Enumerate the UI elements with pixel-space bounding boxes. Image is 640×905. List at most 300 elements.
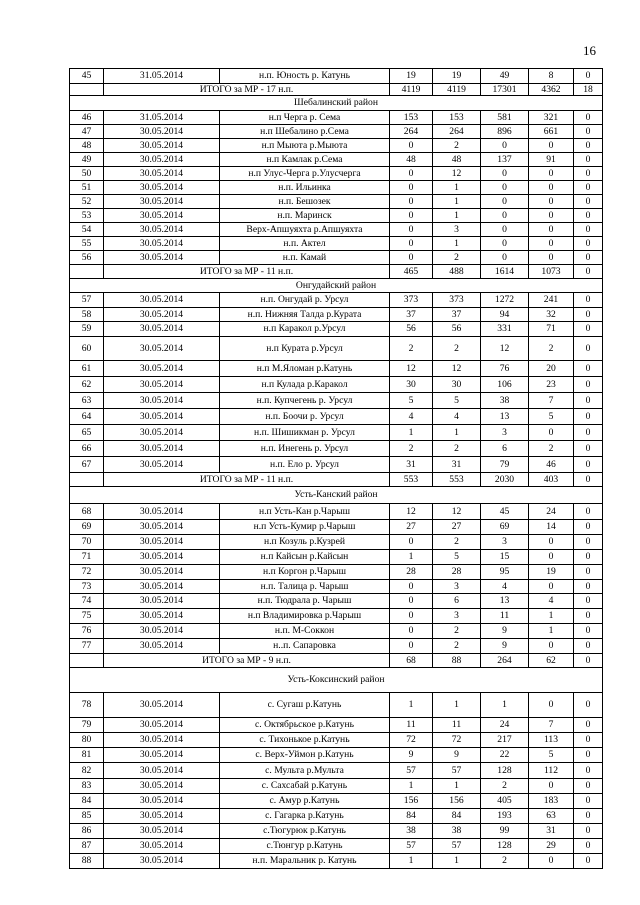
value-cell-5: 0 <box>574 693 603 718</box>
value-cell-3: 264 <box>481 654 529 668</box>
value-cell-2: 37 <box>433 308 481 322</box>
value-cell-2: 2 <box>433 251 481 265</box>
value-cell-5: 0 <box>574 125 603 139</box>
date-cell: 30.05.2014 <box>104 377 220 393</box>
table-row <box>70 181 603 195</box>
value-cell-1: 0 <box>390 167 433 181</box>
value-cell-3: 2 <box>481 854 529 869</box>
value-cell-4: 1 <box>529 624 574 639</box>
date-cell: 30.05.2014 <box>104 125 220 139</box>
value-cell-2: 264 <box>433 125 481 139</box>
value-cell-5: 0 <box>574 293 603 308</box>
date-cell: 30.05.2014 <box>104 609 220 624</box>
settlement-name-cell: н.п. Купчегень р. Урсул <box>220 393 390 409</box>
value-cell-5: 0 <box>574 580 603 594</box>
table-row <box>70 69 603 84</box>
row-number-cell: 45 <box>70 69 104 84</box>
value-cell-1: 0 <box>390 251 433 265</box>
value-cell-2: 553 <box>433 473 481 487</box>
value-cell-2: 72 <box>433 733 481 748</box>
value-cell-2: 3 <box>433 609 481 624</box>
value-cell-2: 5 <box>433 393 481 409</box>
value-cell-3: 6 <box>481 441 529 457</box>
row-number-cell: 59 <box>70 322 104 337</box>
value-cell-4: 62 <box>529 654 574 668</box>
value-cell-2: 1 <box>433 237 481 251</box>
settlement-name-cell: н.п Черга р. Сема <box>220 111 390 125</box>
date-cell: 30.05.2014 <box>104 565 220 580</box>
value-cell-5: 0 <box>574 361 603 377</box>
value-cell-5: 0 <box>574 457 603 473</box>
date-cell: 30.05.2014 <box>104 733 220 748</box>
settlement-name-cell: н.п. Шишикман р. Урсул <box>220 425 390 441</box>
value-cell-1: 1 <box>390 779 433 794</box>
table-row <box>70 748 603 763</box>
value-cell-1: 2 <box>390 441 433 457</box>
settlement-name-cell: н.п М.Яломан р.Катунь <box>220 361 390 377</box>
district-name: Усть-Коксинский район <box>70 668 603 693</box>
value-cell-4: 20 <box>529 361 574 377</box>
row-number-cell: 72 <box>70 565 104 580</box>
value-cell-4: 0 <box>529 195 574 209</box>
value-cell-3: 45 <box>481 504 529 520</box>
value-cell-4: 24 <box>529 504 574 520</box>
value-cell-5: 0 <box>574 839 603 854</box>
value-cell-4: 0 <box>529 580 574 594</box>
settlement-name-cell: с. Верх-Уймон р.Катунь <box>220 748 390 763</box>
date-cell: 30.05.2014 <box>104 393 220 409</box>
table-row <box>70 733 603 748</box>
value-cell-4: 0 <box>529 139 574 153</box>
value-cell-4: 0 <box>529 779 574 794</box>
value-cell-4: 112 <box>529 763 574 779</box>
settlement-name-cell: н.п Шебалино р.Сема <box>220 125 390 139</box>
value-cell-1: 156 <box>390 794 433 809</box>
value-cell-2: 488 <box>433 265 481 279</box>
row-number-cell: 73 <box>70 580 104 594</box>
value-cell-5: 0 <box>574 473 603 487</box>
value-cell-4: 1073 <box>529 265 574 279</box>
value-cell-3: 9 <box>481 624 529 639</box>
date-cell: 30.05.2014 <box>104 639 220 654</box>
value-cell-2: 4 <box>433 409 481 425</box>
value-cell-4: 0 <box>529 223 574 237</box>
table-row <box>70 839 603 854</box>
row-number-cell: 68 <box>70 504 104 520</box>
date-cell: 30.05.2014 <box>104 854 220 869</box>
row-number-cell: 84 <box>70 794 104 809</box>
value-cell-5: 0 <box>574 181 603 195</box>
value-cell-4: 0 <box>529 181 574 195</box>
date-cell: 30.05.2014 <box>104 794 220 809</box>
value-cell-3: 0 <box>481 195 529 209</box>
value-cell-3: 4 <box>481 580 529 594</box>
table-row <box>70 337 603 361</box>
value-cell-4: 5 <box>529 748 574 763</box>
value-cell-5: 0 <box>574 195 603 209</box>
total-row <box>70 84 603 96</box>
date-cell: 30.05.2014 <box>104 457 220 473</box>
value-cell-2: 48 <box>433 153 481 167</box>
date-cell: 30.05.2014 <box>104 504 220 520</box>
value-cell-5: 0 <box>574 251 603 265</box>
value-cell-2: 5 <box>433 550 481 565</box>
value-cell-4: 14 <box>529 520 574 535</box>
value-cell-1: 264 <box>390 125 433 139</box>
value-cell-5: 0 <box>574 337 603 361</box>
value-cell-5: 0 <box>574 111 603 125</box>
total-label: ИТОГО за МР - 11 н.п. <box>104 473 390 487</box>
value-cell-3: 1272 <box>481 293 529 308</box>
total-row <box>70 265 603 279</box>
row-number-cell: 70 <box>70 535 104 550</box>
row-number-cell: 74 <box>70 594 104 609</box>
row-number-cell: 55 <box>70 237 104 251</box>
settlement-name-cell: н.п Камлак р.Сема <box>220 153 390 167</box>
date-cell: 30.05.2014 <box>104 337 220 361</box>
row-number-cell: 61 <box>70 361 104 377</box>
table-row <box>70 639 603 654</box>
row-number-cell: 64 <box>70 409 104 425</box>
settlement-name-cell: с. Сугаш р.Катунь <box>220 693 390 718</box>
value-cell-5: 0 <box>574 609 603 624</box>
value-cell-1: 0 <box>390 223 433 237</box>
value-cell-3: 0 <box>481 237 529 251</box>
value-cell-4: 46 <box>529 457 574 473</box>
value-cell-1: 1 <box>390 550 433 565</box>
date-cell: 30.05.2014 <box>104 779 220 794</box>
date-cell: 30.05.2014 <box>104 718 220 733</box>
value-cell-1: 0 <box>390 624 433 639</box>
value-cell-4: 0 <box>529 425 574 441</box>
row-number-cell: 69 <box>70 520 104 535</box>
value-cell-1: 68 <box>390 654 433 668</box>
row-number-cell: 57 <box>70 293 104 308</box>
table-row <box>70 550 603 565</box>
value-cell-4: 7 <box>529 393 574 409</box>
value-cell-3: 3 <box>481 535 529 550</box>
date-cell: 30.05.2014 <box>104 237 220 251</box>
district-header-row <box>70 96 603 111</box>
table-row <box>70 223 603 237</box>
district-name: Онгудайский район <box>70 279 603 293</box>
table-row <box>70 361 603 377</box>
value-cell-1: 0 <box>390 594 433 609</box>
value-cell-2: 1 <box>433 779 481 794</box>
settlement-name-cell: н.п Каракол р.Урсул <box>220 322 390 337</box>
value-cell-4: 29 <box>529 839 574 854</box>
value-cell-5: 0 <box>574 794 603 809</box>
value-cell-1: 38 <box>390 824 433 839</box>
value-cell-2: 30 <box>433 377 481 393</box>
district-name: Шебалинский район <box>70 96 603 111</box>
value-cell-1: 1 <box>390 425 433 441</box>
value-cell-5: 0 <box>574 237 603 251</box>
value-cell-3: 49 <box>481 69 529 84</box>
value-cell-3: 193 <box>481 809 529 824</box>
settlement-name-cell: с. Гагарка р.Катунь <box>220 809 390 824</box>
value-cell-1: 0 <box>390 209 433 223</box>
value-cell-3: 69 <box>481 520 529 535</box>
date-cell: 30.05.2014 <box>104 322 220 337</box>
row-number-cell: 79 <box>70 718 104 733</box>
value-cell-2: 19 <box>433 69 481 84</box>
value-cell-1: 28 <box>390 565 433 580</box>
value-cell-2: 9 <box>433 748 481 763</box>
value-cell-2: 12 <box>433 361 481 377</box>
value-cell-1: 12 <box>390 504 433 520</box>
date-cell: 30.05.2014 <box>104 594 220 609</box>
value-cell-1: 2 <box>390 337 433 361</box>
table-row <box>70 565 603 580</box>
value-cell-1: 153 <box>390 111 433 125</box>
table-row <box>70 609 603 624</box>
value-cell-3: 1 <box>481 693 529 718</box>
value-cell-4: 0 <box>529 209 574 223</box>
value-cell-3: 581 <box>481 111 529 125</box>
settlement-name-cell: н.п. Бешозек <box>220 195 390 209</box>
value-cell-5: 0 <box>574 733 603 748</box>
value-cell-2: 2 <box>433 535 481 550</box>
value-cell-3: 38 <box>481 393 529 409</box>
settlement-name-cell: с.Тюнгур р.Катунь <box>220 839 390 854</box>
date-cell: 30.05.2014 <box>104 251 220 265</box>
date-cell: 30.05.2014 <box>104 748 220 763</box>
table-row <box>70 377 603 393</box>
value-cell-1: 0 <box>390 580 433 594</box>
table-row <box>70 854 603 869</box>
value-cell-5: 0 <box>574 393 603 409</box>
row-number-cell: 50 <box>70 167 104 181</box>
value-cell-5: 0 <box>574 718 603 733</box>
row-number-cell: 46 <box>70 111 104 125</box>
row-number-cell: 60 <box>70 337 104 361</box>
value-cell-1: 12 <box>390 361 433 377</box>
table-row <box>70 393 603 409</box>
value-cell-1: 27 <box>390 520 433 535</box>
value-cell-1: 0 <box>390 195 433 209</box>
district-name: Усть-Канский район <box>70 487 603 504</box>
value-cell-3: 15 <box>481 550 529 565</box>
table-row <box>70 237 603 251</box>
total-row <box>70 654 603 668</box>
table-row <box>70 693 603 718</box>
value-cell-5: 0 <box>574 809 603 824</box>
date-cell: 31.05.2014 <box>104 69 220 84</box>
value-cell-2: 2 <box>433 337 481 361</box>
value-cell-1: 9 <box>390 748 433 763</box>
date-cell: 30.05.2014 <box>104 223 220 237</box>
table-row <box>70 441 603 457</box>
value-cell-2: 156 <box>433 794 481 809</box>
page-number: 16 <box>583 43 596 58</box>
settlement-name-cell: Верх-Апшуяхта р.Апшуяхта <box>220 223 390 237</box>
date-cell: 30.05.2014 <box>104 580 220 594</box>
date-cell: 30.05.2014 <box>104 153 220 167</box>
value-cell-2: 1 <box>433 693 481 718</box>
value-cell-4: 403 <box>529 473 574 487</box>
value-cell-4: 1 <box>529 609 574 624</box>
settlement-name-cell: н.п Кайсын р.Кайсын <box>220 550 390 565</box>
value-cell-3: 896 <box>481 125 529 139</box>
value-cell-5: 0 <box>574 441 603 457</box>
value-cell-4: 8 <box>529 69 574 84</box>
settlement-name-cell: н.п. Ильинка <box>220 181 390 195</box>
value-cell-1: 4 <box>390 409 433 425</box>
value-cell-1: 0 <box>390 609 433 624</box>
value-cell-2: 2 <box>433 639 481 654</box>
value-cell-1: 465 <box>390 265 433 279</box>
row-number-cell: 49 <box>70 153 104 167</box>
settlement-name-cell: н.п. Маринск <box>220 209 390 223</box>
date-cell: 30.05.2014 <box>104 839 220 854</box>
value-cell-2: 6 <box>433 594 481 609</box>
row-number-cell: 56 <box>70 251 104 265</box>
value-cell-1: 553 <box>390 473 433 487</box>
table-row <box>70 809 603 824</box>
value-cell-4: 71 <box>529 322 574 337</box>
settlement-name-cell: н.п Курата р.Урсул <box>220 337 390 361</box>
settlement-name-cell: н.п. М-Соккон <box>220 624 390 639</box>
date-cell: 30.05.2014 <box>104 209 220 223</box>
value-cell-2: 4119 <box>433 84 481 96</box>
value-cell-1: 0 <box>390 237 433 251</box>
table-row <box>70 504 603 520</box>
value-cell-3: 94 <box>481 308 529 322</box>
table-row <box>70 209 603 223</box>
row-number-cell: 47 <box>70 125 104 139</box>
value-cell-3: 3 <box>481 425 529 441</box>
value-cell-5: 0 <box>574 824 603 839</box>
date-cell: 30.05.2014 <box>104 441 220 457</box>
value-cell-3: 9 <box>481 639 529 654</box>
value-cell-3: 0 <box>481 167 529 181</box>
settlement-name-cell: н.п. Инегень р. Урсул <box>220 441 390 457</box>
value-cell-4: 32 <box>529 308 574 322</box>
value-cell-5: 0 <box>574 779 603 794</box>
value-cell-4: 0 <box>529 639 574 654</box>
value-cell-2: 31 <box>433 457 481 473</box>
value-cell-2: 1 <box>433 209 481 223</box>
settlement-name-cell: н..п. Сапаровка <box>220 639 390 654</box>
table-row <box>70 594 603 609</box>
value-cell-4: 0 <box>529 693 574 718</box>
value-cell-4: 2 <box>529 337 574 361</box>
value-cell-2: 28 <box>433 565 481 580</box>
value-cell-1: 0 <box>390 639 433 654</box>
value-cell-1: 31 <box>390 457 433 473</box>
row-number-cell: 86 <box>70 824 104 839</box>
value-cell-4: 5 <box>529 409 574 425</box>
value-cell-4: 4 <box>529 594 574 609</box>
row-number-cell: 51 <box>70 181 104 195</box>
row-number-cell: 65 <box>70 425 104 441</box>
date-cell: 30.05.2014 <box>104 181 220 195</box>
value-cell-5: 0 <box>574 504 603 520</box>
value-cell-4: 321 <box>529 111 574 125</box>
row-number-cell <box>70 84 104 96</box>
value-cell-3: 95 <box>481 565 529 580</box>
value-cell-4: 7 <box>529 718 574 733</box>
value-cell-4: 2 <box>529 441 574 457</box>
row-number-cell: 63 <box>70 393 104 409</box>
settlement-name-cell: н.п Владимировка р.Чарыш <box>220 609 390 624</box>
table-row <box>70 167 603 181</box>
row-number-cell <box>70 473 104 487</box>
settlement-name-cell: н.п. Камай <box>220 251 390 265</box>
settlement-name-cell: н.п Мыюта р.Мыюта <box>220 139 390 153</box>
table-row <box>70 457 603 473</box>
value-cell-3: 13 <box>481 409 529 425</box>
value-cell-2: 57 <box>433 763 481 779</box>
value-cell-5: 0 <box>574 748 603 763</box>
settlement-name-cell: н.п. Ело р. Урсул <box>220 457 390 473</box>
value-cell-4: 63 <box>529 809 574 824</box>
table-row <box>70 139 603 153</box>
table-row <box>70 535 603 550</box>
value-cell-2: 3 <box>433 223 481 237</box>
value-cell-4: 0 <box>529 550 574 565</box>
value-cell-1: 1 <box>390 693 433 718</box>
date-cell: 30.05.2014 <box>104 195 220 209</box>
date-cell: 30.05.2014 <box>104 520 220 535</box>
value-cell-5: 0 <box>574 550 603 565</box>
table-row <box>70 308 603 322</box>
settlements-table <box>69 68 603 869</box>
value-cell-2: 1 <box>433 425 481 441</box>
value-cell-2: 88 <box>433 654 481 668</box>
value-cell-5: 0 <box>574 520 603 535</box>
table-row <box>70 293 603 308</box>
value-cell-4: 0 <box>529 237 574 251</box>
value-cell-3: 405 <box>481 794 529 809</box>
value-cell-2: 27 <box>433 520 481 535</box>
value-cell-1: 4119 <box>390 84 433 96</box>
value-cell-5: 0 <box>574 594 603 609</box>
value-cell-4: 23 <box>529 377 574 393</box>
value-cell-2: 1 <box>433 854 481 869</box>
district-header-row <box>70 487 603 504</box>
total-label: ИТОГО за МР - 11 н.п. <box>104 265 390 279</box>
value-cell-1: 1 <box>390 854 433 869</box>
value-cell-5: 0 <box>574 377 603 393</box>
value-cell-1: 19 <box>390 69 433 84</box>
row-number-cell: 87 <box>70 839 104 854</box>
row-number-cell: 58 <box>70 308 104 322</box>
value-cell-4: 4362 <box>529 84 574 96</box>
value-cell-3: 106 <box>481 377 529 393</box>
settlement-name-cell: н.п. Юность р. Катунь <box>220 69 390 84</box>
row-number-cell <box>70 265 104 279</box>
value-cell-3: 13 <box>481 594 529 609</box>
value-cell-3: 128 <box>481 839 529 854</box>
row-number-cell: 83 <box>70 779 104 794</box>
value-cell-3: 24 <box>481 718 529 733</box>
value-cell-4: 0 <box>529 535 574 550</box>
value-cell-1: 72 <box>390 733 433 748</box>
value-cell-1: 57 <box>390 839 433 854</box>
value-cell-1: 57 <box>390 763 433 779</box>
settlement-name-cell: н.п Улус-Черга р.Улусчерга <box>220 167 390 181</box>
value-cell-3: 128 <box>481 763 529 779</box>
value-cell-3: 0 <box>481 223 529 237</box>
settlement-name-cell: с. Октябрьское р.Катунь <box>220 718 390 733</box>
row-number-cell: 75 <box>70 609 104 624</box>
value-cell-2: 57 <box>433 839 481 854</box>
value-cell-1: 0 <box>390 181 433 195</box>
table-row <box>70 153 603 167</box>
settlement-name-cell: н.п. Маральник р. Катунь <box>220 854 390 869</box>
